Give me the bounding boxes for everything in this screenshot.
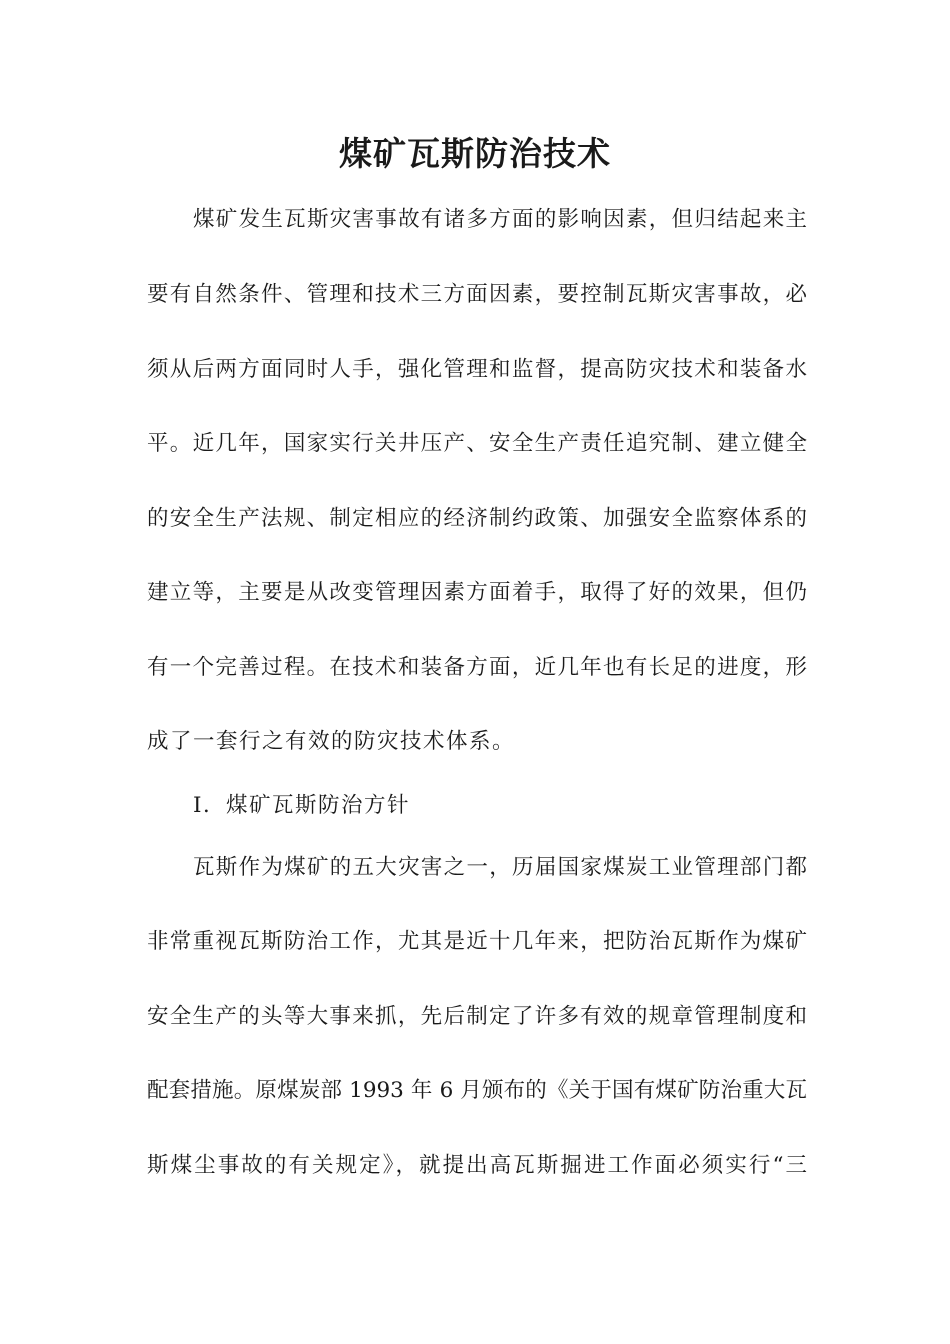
paragraph-1-line-5: 的安全生产法规、制定相应的经济制约政策、加强安全监察体系的: [147, 506, 807, 531]
paragraph-1-line-1: 煤矿发生瓦斯灾害事故有诸多方面的影响因素，但归结起来主: [193, 207, 807, 232]
paragraph-2-line-3: 安全生产的头等大事来抓，先后制定了许多有效的规章管理制度和: [147, 1004, 807, 1029]
section-heading: I．煤矿瓦斯防治方针: [193, 793, 410, 818]
document-title: 煤矿瓦斯防治技术: [339, 134, 611, 173]
paragraph-1-line-7: 有一个完善过程。在技术和装备方面，近几年也有长足的进度，形: [147, 655, 807, 680]
paragraph-2-line-4: 配套措施。原煤炭部 1993 年 6 月颁布的《关于国有煤矿防治重大瓦: [147, 1078, 807, 1103]
paragraph-1-line-4: 平。近几年，国家实行关井压产、安全生产责任追究制、建立健全: [147, 431, 807, 456]
paragraph-2-line-2: 非常重视瓦斯防治工作，尤其是近十几年来，把防治瓦斯作为煤矿: [147, 929, 807, 954]
paragraph-1-line-8: 成了一套行之有效的防灾技术体系。: [147, 729, 516, 754]
paragraph-1-line-6: 建立等，主要是从改变管理因素方面着手，取得了好的效果，但仍: [147, 580, 807, 605]
paragraph-1-line-3: 须从后两方面同时人手，强化管理和监督，提高防灾技术和装备水: [147, 357, 807, 382]
paragraph-2-line-1: 瓦斯作为煤矿的五大灾害之一，历届国家煤炭工业管理部门都: [193, 855, 807, 880]
paragraph-2-line-5: 斯煤尘事故的有关规定》，就提出高瓦斯掘进工作面必须实行“三: [147, 1153, 807, 1178]
paragraph-1-line-2: 要有自然条件、管理和技术三方面因素，要控制瓦斯灾害事故，必: [147, 282, 807, 307]
